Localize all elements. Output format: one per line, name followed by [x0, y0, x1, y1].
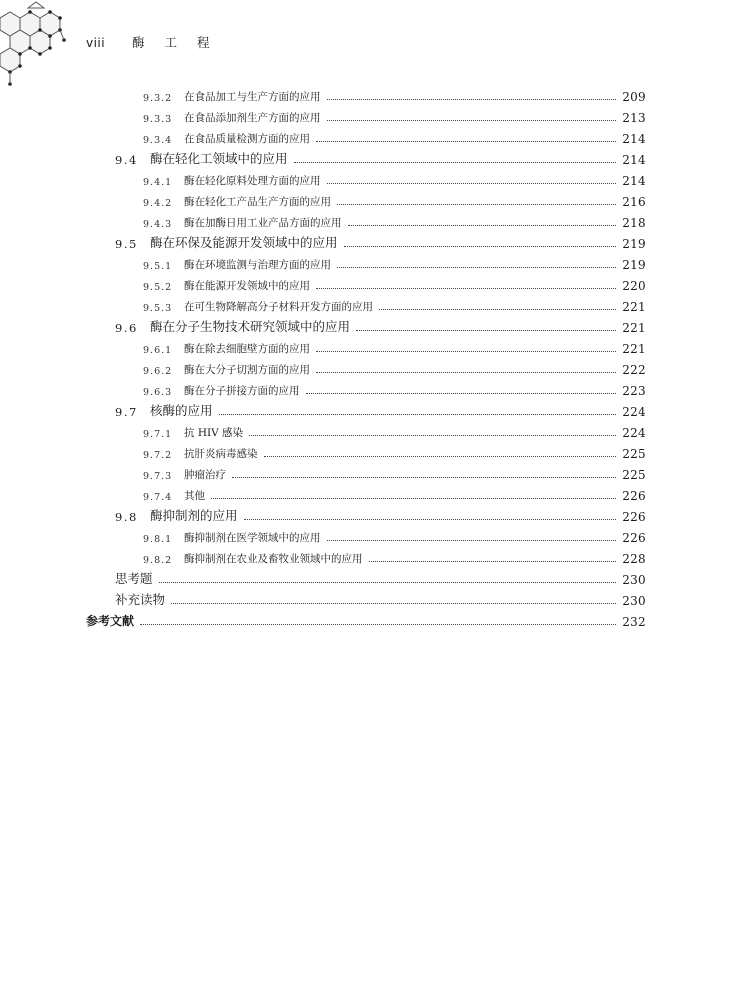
toc-entry[interactable]	[0, 128, 646, 146]
toc-entry-title: 酶在能源开发领域中的应用	[184, 280, 310, 292]
toc-entry[interactable]	[0, 611, 646, 629]
dot-leader	[348, 225, 617, 226]
toc-entry-number: 9.5.2	[143, 282, 173, 293]
toc-entry-number: 9.7.1	[143, 429, 173, 440]
toc-entry-page: 230	[622, 594, 646, 608]
toc-entry-page: 214	[622, 132, 646, 146]
toc-entry[interactable]	[0, 464, 646, 482]
toc-entry-number: 9.4.3	[143, 219, 173, 230]
toc-entry-title: 酶抑制剂的应用	[150, 508, 238, 523]
toc-entry-number: 9.7.4	[143, 492, 173, 503]
toc-entry-number: 9.7.3	[143, 471, 173, 482]
toc-entry-title: 酶在分子拼接方面的应用	[184, 385, 300, 397]
toc-entry[interactable]	[0, 212, 646, 230]
toc-entry[interactable]	[0, 107, 646, 125]
dot-leader	[316, 372, 616, 373]
dot-leader	[337, 267, 616, 268]
toc-entry-title: 其他	[184, 490, 205, 502]
toc-entry-number: 9.6.1	[143, 345, 173, 356]
toc-entry-page: 225	[622, 468, 646, 482]
toc-entry-page: 221	[622, 321, 646, 335]
toc-entry-title: 酶在轻化原料处理方面的应用	[184, 175, 321, 187]
toc-entry-number: 9.8.1	[143, 534, 173, 545]
dot-leader	[337, 204, 616, 205]
dot-leader	[356, 330, 616, 331]
toc-entry-title: 酶在环境监测与治理方面的应用	[184, 259, 331, 271]
dot-leader	[316, 288, 616, 289]
toc-entry-page: 214	[622, 174, 646, 188]
toc-entry-title: 酶在轻化工领域中的应用	[150, 151, 288, 166]
toc-entry-page: 221	[622, 342, 646, 356]
toc-entry-page: 221	[622, 300, 646, 314]
toc-entry-number: 9.4.1	[143, 177, 173, 188]
dot-leader	[244, 519, 617, 520]
toc-entry-page: 232	[622, 615, 646, 629]
dot-leader	[327, 540, 617, 541]
toc-entry-title: 在食品添加剂生产方面的应用	[184, 112, 321, 124]
dot-leader	[171, 603, 616, 604]
dot-leader	[140, 624, 616, 625]
toc-entry-title: 在可生物降解高分子材料开发方面的应用	[184, 301, 373, 313]
toc-entry[interactable]	[0, 359, 646, 377]
dot-leader	[219, 414, 617, 415]
toc-entry-number: 9.6	[115, 321, 138, 335]
toc-entry[interactable]	[0, 317, 646, 335]
toc-entry-page: 219	[622, 237, 646, 251]
toc-entry-number: 9.5	[115, 237, 138, 251]
toc-entry-title: 抗 HIV 感染	[184, 427, 244, 439]
dot-leader	[316, 351, 616, 352]
dot-leader	[306, 393, 617, 394]
toc-entry[interactable]	[0, 548, 646, 566]
toc-entry[interactable]	[0, 401, 646, 419]
toc-entry-number: 9.8	[115, 510, 138, 524]
toc-entry-number: 9.5.1	[143, 261, 173, 272]
toc-entry[interactable]	[0, 422, 646, 440]
toc-entry[interactable]	[0, 296, 646, 314]
toc-entry-title: 酶在大分子切割方面的应用	[184, 364, 310, 376]
toc-entry[interactable]	[0, 86, 646, 104]
toc-entry[interactable]	[0, 590, 646, 608]
toc-entry-number: 9.7	[115, 405, 138, 419]
toc-entry-title: 酶在轻化工产品生产方面的应用	[184, 196, 331, 208]
dot-leader	[264, 456, 617, 457]
header-book-title: 酶 工 程	[132, 35, 218, 50]
toc-entry-page: 230	[622, 573, 646, 587]
toc-entry-page: 209	[622, 90, 646, 104]
dot-leader	[294, 162, 617, 163]
toc-entry-title: 抗肝炎病毒感染	[184, 448, 258, 460]
toc-entry-number: 9.6.2	[143, 366, 173, 377]
toc-entry[interactable]	[0, 338, 646, 356]
toc-entry[interactable]	[0, 569, 646, 587]
toc-entry[interactable]	[0, 443, 646, 461]
dot-leader	[344, 246, 617, 247]
toc-entry-page: 222	[622, 363, 646, 377]
toc-entry-number: 9.6.3	[143, 387, 173, 398]
toc-entry-number: 9.5.3	[143, 303, 173, 314]
dot-leader	[327, 183, 617, 184]
toc-entry-page: 220	[622, 279, 646, 293]
toc-entry-number: 9.8.2	[143, 555, 173, 566]
toc-entry[interactable]	[0, 233, 646, 251]
toc-entry-page: 213	[622, 111, 646, 125]
dot-leader	[327, 99, 617, 100]
toc-entry-number: 9.3.3	[143, 114, 173, 125]
dot-leader	[159, 582, 617, 583]
dot-leader	[232, 477, 616, 478]
toc-entry-page: 226	[622, 531, 646, 545]
toc-entry-page: 219	[622, 258, 646, 272]
dot-leader	[369, 561, 617, 562]
toc-entry-number: 9.3.2	[143, 93, 173, 104]
toc-entry-page: 224	[622, 405, 646, 419]
toc-entry[interactable]	[0, 275, 646, 293]
toc-entry-title: 在食品质量检测方面的应用	[184, 133, 310, 145]
dot-leader	[379, 309, 616, 310]
toc-entry-title: 酶抑制剂在农业及畜牧业领域中的应用	[184, 553, 363, 565]
toc-entry-page: 216	[622, 195, 646, 209]
toc-entry[interactable]	[0, 380, 646, 398]
running-header	[86, 33, 217, 51]
toc-entry-title: 核酶的应用	[150, 403, 213, 418]
toc-entry-title: 思考题	[115, 571, 153, 586]
toc-entry-number: 9.4	[115, 153, 138, 167]
toc-entry-page: 224	[622, 426, 646, 440]
toc-entry-number: 9.4.2	[143, 198, 173, 209]
toc-entry[interactable]	[0, 527, 646, 545]
toc-entry[interactable]	[0, 149, 646, 167]
toc-entry-title: 酶在加酶日用工业产品方面的应用	[184, 217, 342, 229]
toc-entry-title: 补充读物	[115, 592, 166, 607]
toc-entry-title: 肿瘤治疗	[184, 469, 226, 481]
toc-entry-page: 225	[622, 447, 646, 461]
toc-entry-page: 218	[622, 216, 646, 230]
toc-entry-page: 226	[622, 489, 646, 503]
toc-entry-page: 228	[622, 552, 646, 566]
toc-entry-title: 酶在环保及能源开发领域中的应用	[150, 235, 338, 250]
toc-entry-title: 酶在除去细胞壁方面的应用	[184, 343, 310, 355]
dot-leader	[327, 120, 617, 121]
toc-entry[interactable]	[0, 191, 646, 209]
toc-entry[interactable]	[0, 485, 646, 503]
hexagon-ornament-icon	[0, 0, 70, 90]
toc-entry[interactable]	[0, 254, 646, 272]
toc-entry-page: 223	[622, 384, 646, 398]
toc-entry-title: 酶在分子生物技术研究领域中的应用	[150, 319, 351, 334]
toc-entry-title: 参考文献	[86, 614, 135, 628]
dot-leader	[316, 141, 616, 142]
toc-entry-page: 226	[622, 510, 646, 524]
toc-entry-title: 酶抑制剂在医学领域中的应用	[184, 532, 321, 544]
toc-entry-page: 214	[622, 153, 646, 167]
header-page-number: viii	[86, 36, 106, 50]
dot-leader	[249, 435, 616, 436]
toc-entry-title: 在食品加工与生产方面的应用	[184, 91, 321, 103]
toc-entry[interactable]	[0, 506, 646, 524]
toc-entry-number: 9.7.2	[143, 450, 173, 461]
toc-entry-number: 9.3.4	[143, 135, 173, 146]
toc-entry[interactable]	[0, 170, 646, 188]
dot-leader	[211, 498, 616, 499]
